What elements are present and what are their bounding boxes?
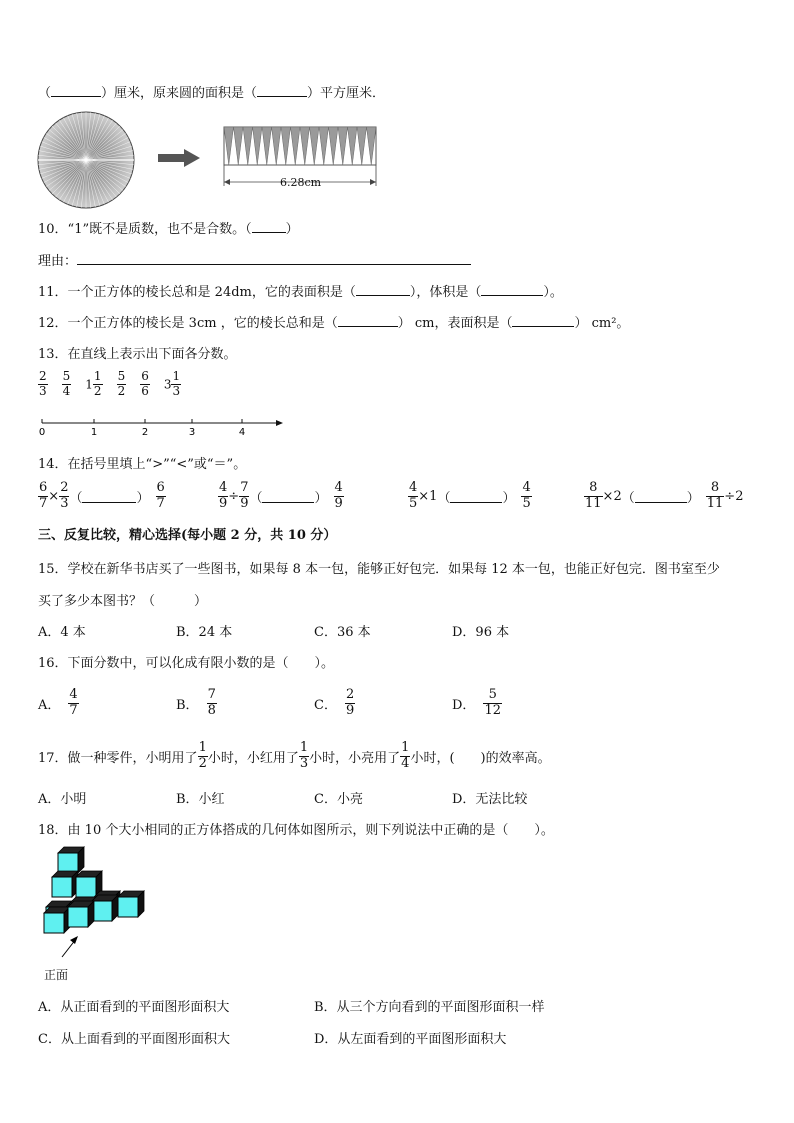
q18-cube-figure: [40, 845, 140, 965]
q14-blank-4[interactable]: [635, 490, 687, 503]
q14-blank-2[interactable]: [262, 490, 314, 503]
q15-option-a[interactable]: A．4 本: [38, 625, 86, 640]
q13-frac-2: $\frac{1}{2}$: [93, 369, 102, 398]
q14-item-4: $\frac{8}{11}$ ×2（ ） $\frac{8}{11}$ ÷2: [585, 480, 744, 511]
tick-0: 0: [38, 427, 46, 438]
q14-item-1: $\frac{6}{7}$ × $\frac{2}{3}$ （ ） $\frac{6}{7}$: [39, 480, 165, 511]
q17-option-c[interactable]: C．小亮: [314, 792, 363, 807]
q15-option-b[interactable]: B．24 本: [176, 625, 233, 640]
front-arrow-head: [70, 936, 78, 944]
cube: [52, 871, 78, 897]
tick-1: 1: [90, 427, 98, 438]
q16-option-c[interactable]: C． $\frac{2}{9}$: [314, 687, 355, 718]
q13-number-line: [38, 414, 288, 440]
q13-frac-3: $\frac{5}{2}$: [117, 369, 126, 398]
q12-blank-edge[interactable]: [338, 314, 398, 327]
q9-line: （ ）厘米，原来圆的面积是（ ）平方厘米．: [38, 86, 386, 101]
q15-option-d[interactable]: D．96 本: [452, 625, 510, 640]
q18-front-label: 正面: [44, 968, 69, 982]
q18-option-b[interactable]: B．从三个方向看到的平面图形面积一样: [314, 1000, 545, 1015]
cube: [44, 907, 70, 933]
q10-blank[interactable]: [252, 220, 286, 233]
q17-option-a[interactable]: A．小明: [38, 792, 87, 807]
cube: [68, 901, 94, 927]
q11-blank-area[interactable]: [356, 283, 410, 296]
q12-blank-surface[interactable]: [512, 314, 574, 327]
q14-blank-1[interactable]: [82, 490, 136, 503]
q9-rect-label: 6.28cm: [280, 176, 322, 189]
cube: [92, 895, 118, 921]
q13-frac-0: $\frac{2}{3}$: [39, 369, 47, 398]
q16-option-d[interactable]: D． $\frac{5}{12}$: [452, 687, 501, 718]
q13-frac-1: $\frac{5}{4}$: [62, 369, 71, 398]
q14-item-2: $\frac{4}{9}$ ÷ $\frac{7}{9}$ （ ） $\frac{4}{9}$: [219, 480, 343, 511]
q14-blank-3[interactable]: [450, 490, 502, 503]
section-3-heading: 三、反复比较，精心选择(每小题 2 分，共 10 分）: [38, 528, 337, 543]
q16-option-a[interactable]: A． $\frac{4}{7}$: [38, 687, 78, 718]
q15-line1: 15．学校在新华书店买了一些图书，如果每 8 本一包，能够正好包完．如果每 12 本一包，也能正好包完．图书室至少: [38, 562, 720, 577]
q18-option-c[interactable]: C．从上面看到的平面图形面积大: [38, 1032, 230, 1047]
q17-option-b[interactable]: B．小红: [176, 792, 225, 807]
tick-2: 2: [141, 427, 149, 438]
q16-title: 16．下面分数中，可以化成有限小数的是（ ）。: [38, 656, 335, 671]
tick-4: 4: [238, 427, 246, 438]
q17-option-d[interactable]: D．无法比较: [452, 792, 528, 807]
q9-circle-figure: [36, 110, 136, 210]
q12: 12．一个正方体的棱长是 3cm ，它的棱长总和是（ ） cm，表面积是（ ） cm²。: [38, 316, 630, 331]
q13-title: 13．在直线上表示出下面各分数。: [38, 347, 237, 362]
q14-item-3: $\frac{4}{5}$ ×1（ ） $\frac{4}{5}$: [409, 480, 531, 511]
q11: 11．一个正方体的棱长总和是 24dm，它的表面积是（ ），体积是（ ）。: [38, 285, 563, 300]
q15-option-c[interactable]: C．36 本: [314, 625, 371, 640]
dimension-arrow-right: [370, 179, 376, 185]
q10-reason-line[interactable]: [77, 252, 471, 265]
q15-line2: 买了多少本图书？（ ）: [38, 594, 208, 609]
q18-title: 18．由 10 个大小相同的正方体搭成的几何体如图所示，则下列说法中正确的是（ ）。: [38, 823, 554, 838]
q18-option-a[interactable]: A．从正面看到的平面图形面积大: [38, 1000, 230, 1015]
q11-blank-volume[interactable]: [481, 283, 543, 296]
q10: 10．“1”既不是质数，也不是合数。（ ）: [38, 222, 299, 237]
cube: [58, 847, 84, 873]
q13-frac-4: $\frac{6}{6}$: [141, 369, 149, 398]
dimension-arrow-left: [224, 179, 230, 185]
q9-blank-area[interactable]: [257, 84, 307, 97]
q17-text: 17．做一种零件，小明用了 $\frac{1}{2}$ 小时，小红用了 $\frac{1}{3}$ 小时，小亮用了 $\frac{1}{4}$ 小时，( )的效率高。: [38, 740, 551, 771]
q14-title: 14．在括号里填上“>”“<”或“＝”。: [38, 457, 247, 472]
cube: [118, 891, 144, 917]
q16-option-b[interactable]: B． $\frac{7}{8}$: [176, 687, 216, 718]
q13-fraction-list: $\frac{2}{3}$ $\frac{5}{4}$ 1 $\frac{1}{2}$ $\frac{5}{2}$ $\frac{6}{6}$ 3 $\frac{1}{3}$: [39, 369, 181, 398]
q9-blank-radius[interactable]: [51, 84, 101, 97]
q9-arrow-icon: [158, 149, 200, 167]
tick-3: 3: [188, 427, 196, 438]
q10-reason: 理由：: [38, 250, 471, 269]
q13-frac-5: $\frac{1}{3}$: [172, 369, 181, 398]
q18-option-d[interactable]: D．从左面看到的平面图形面积大: [314, 1032, 507, 1047]
